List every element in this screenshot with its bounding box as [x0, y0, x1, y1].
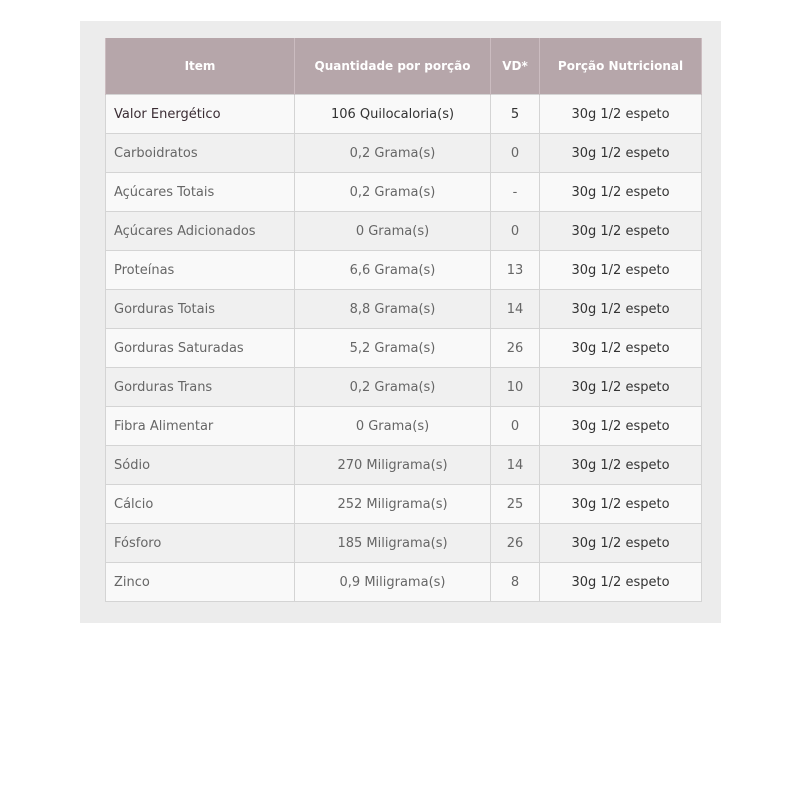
cell-quantity: 0,9 Miligrama(s): [295, 563, 491, 602]
header-portion: Porção Nutricional: [540, 38, 702, 95]
table-row: [106, 485, 702, 524]
cell-vd: 26: [491, 524, 540, 563]
table-row: [106, 212, 702, 251]
cell-quantity: 252 Miligrama(s): [295, 485, 491, 524]
cell-portion: 30g 1/2 espeto: [540, 251, 702, 290]
cell-quantity: 8,8 Grama(s): [295, 290, 491, 329]
cell-vd: -: [491, 173, 540, 212]
cell-quantity: 270 Miligrama(s): [295, 446, 491, 485]
cell-item: Zinco: [106, 563, 295, 602]
cell-portion: 30g 1/2 espeto: [540, 524, 702, 563]
cell-quantity: 0,2 Grama(s): [295, 368, 491, 407]
cell-quantity: 0 Grama(s): [295, 407, 491, 446]
table-row: [106, 563, 702, 602]
table-row: [106, 95, 702, 134]
cell-item: Açúcares Totais: [106, 173, 295, 212]
cell-item: Sódio: [106, 446, 295, 485]
cell-quantity: 5,2 Grama(s): [295, 329, 491, 368]
table-row: [106, 446, 702, 485]
cell-quantity: 0,2 Grama(s): [295, 134, 491, 173]
cell-vd: 0: [491, 407, 540, 446]
cell-portion: 30g 1/2 espeto: [540, 485, 702, 524]
cell-vd: 5: [491, 95, 540, 134]
cell-item: Gorduras Saturadas: [106, 329, 295, 368]
cell-quantity: 0 Grama(s): [295, 212, 491, 251]
table-row: [106, 407, 702, 446]
cell-item: Gorduras Totais: [106, 290, 295, 329]
cell-vd: 13: [491, 251, 540, 290]
nutrition-table: [105, 38, 702, 602]
cell-portion: 30g 1/2 espeto: [540, 563, 702, 602]
cell-vd: 25: [491, 485, 540, 524]
cell-quantity: 6,6 Grama(s): [295, 251, 491, 290]
table-header-row: [106, 38, 702, 95]
cell-vd: 8: [491, 563, 540, 602]
table-row: [106, 290, 702, 329]
cell-item: Valor Energético: [106, 95, 295, 134]
cell-portion: 30g 1/2 espeto: [540, 407, 702, 446]
cell-portion: 30g 1/2 espeto: [540, 446, 702, 485]
cell-item: Fósforo: [106, 524, 295, 563]
cell-portion: 30g 1/2 espeto: [540, 95, 702, 134]
table-row: [106, 329, 702, 368]
cell-portion: 30g 1/2 espeto: [540, 368, 702, 407]
table-row: [106, 524, 702, 563]
cell-portion: 30g 1/2 espeto: [540, 134, 702, 173]
cell-item: Gorduras Trans: [106, 368, 295, 407]
cell-portion: 30g 1/2 espeto: [540, 173, 702, 212]
cell-vd: 14: [491, 290, 540, 329]
cell-item: Carboidratos: [106, 134, 295, 173]
cell-portion: 30g 1/2 espeto: [540, 290, 702, 329]
nutrition-panel: [80, 21, 721, 623]
table-row: [106, 173, 702, 212]
header-item: Item: [106, 38, 295, 95]
cell-item: Fibra Alimentar: [106, 407, 295, 446]
cell-portion: 30g 1/2 espeto: [540, 212, 702, 251]
cell-item: Proteínas: [106, 251, 295, 290]
header-vd: VD*: [491, 38, 540, 95]
cell-portion: 30g 1/2 espeto: [540, 329, 702, 368]
table-row: [106, 251, 702, 290]
cell-item: Cálcio: [106, 485, 295, 524]
table-row: [106, 134, 702, 173]
cell-item: Açúcares Adicionados: [106, 212, 295, 251]
header-quantity: Quantidade por porção: [295, 38, 491, 95]
cell-vd: 10: [491, 368, 540, 407]
cell-vd: 26: [491, 329, 540, 368]
cell-quantity: 106 Quilocaloria(s): [295, 95, 491, 134]
cell-quantity: 0,2 Grama(s): [295, 173, 491, 212]
cell-quantity: 185 Miligrama(s): [295, 524, 491, 563]
cell-vd: 0: [491, 134, 540, 173]
table-row: [106, 368, 702, 407]
cell-vd: 0: [491, 212, 540, 251]
cell-vd: 14: [491, 446, 540, 485]
